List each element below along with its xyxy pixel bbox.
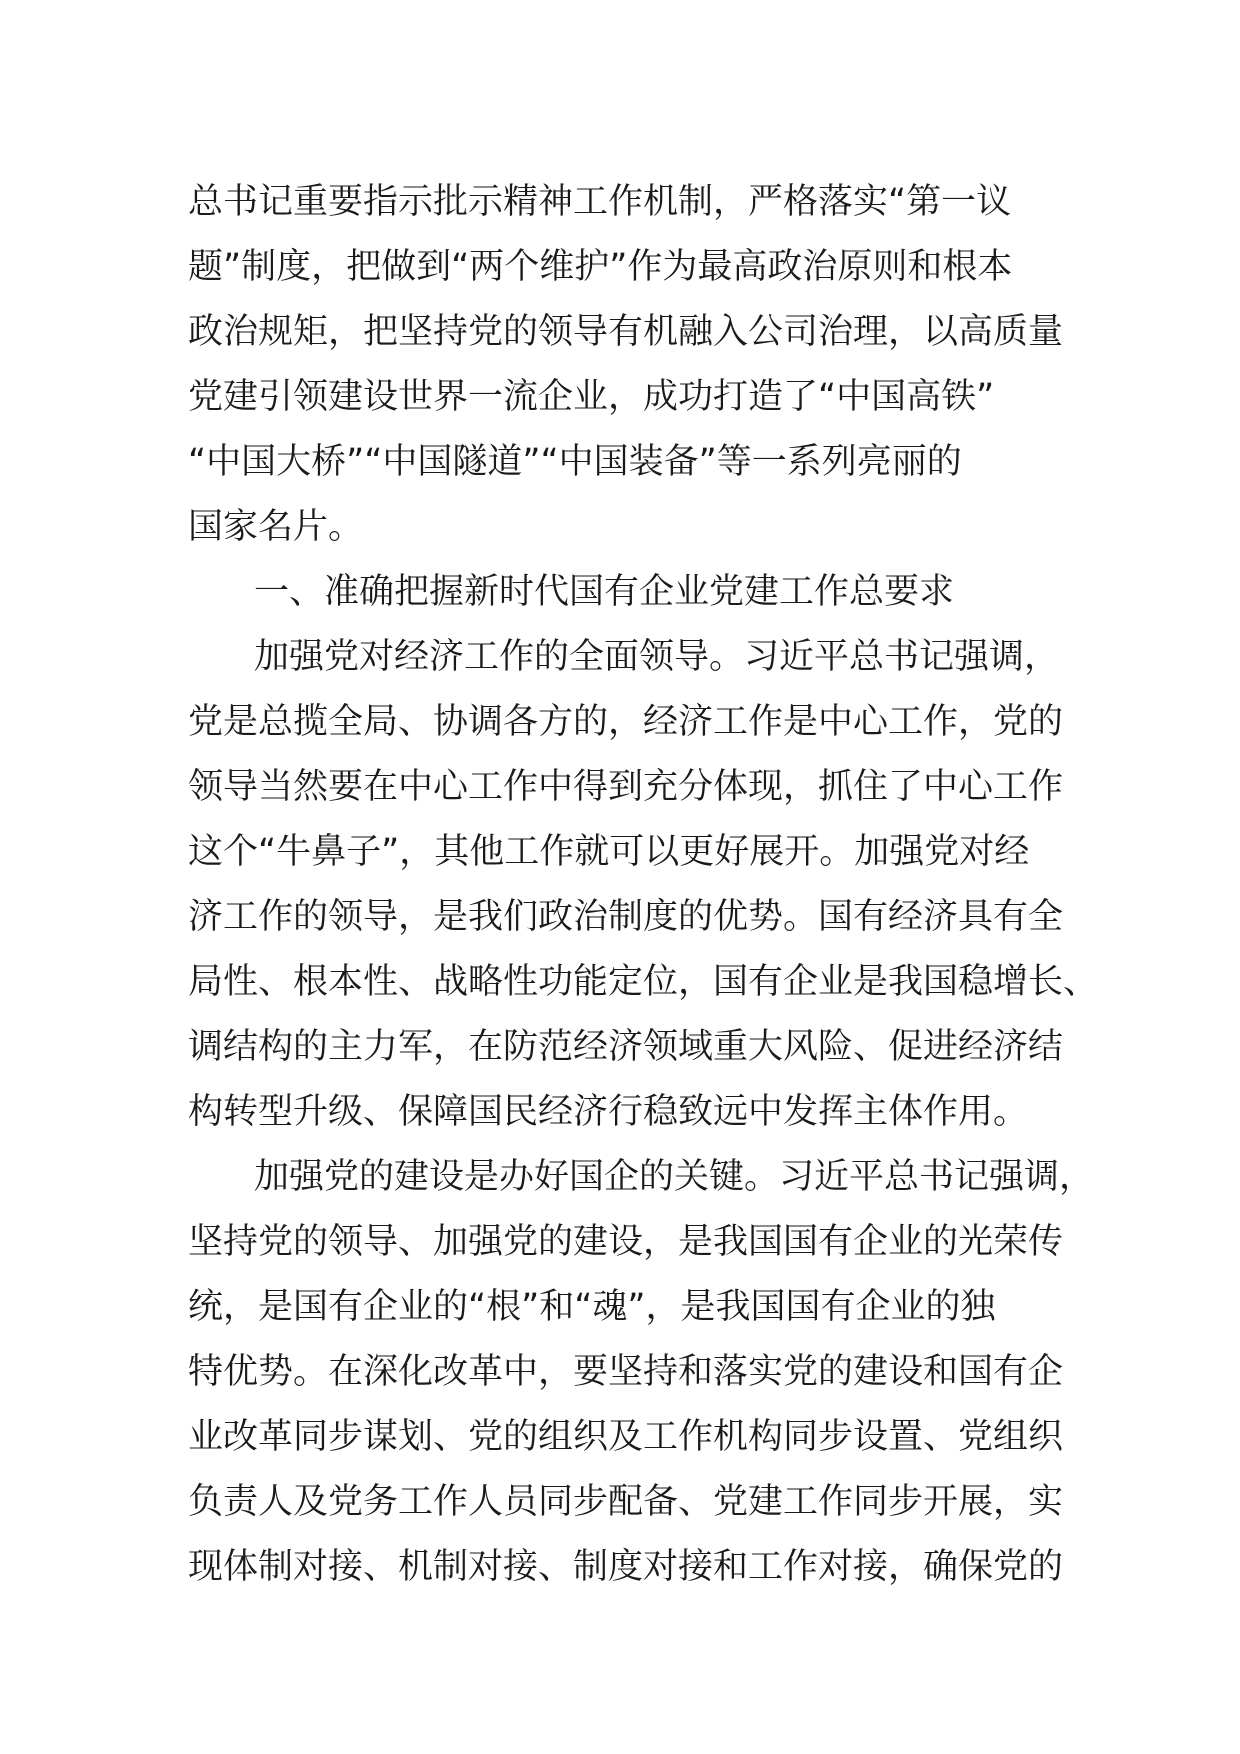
section-heading: 一、准确把握新时代国有企业党建工作总要求 (254, 572, 955, 612)
text-line: 负责人及党务工作人员同步配备、党建工作同步开展，实 (188, 1482, 1064, 1522)
text-line: 统，是国有企业的“根”和“魂”，是我国国有企业的独 (188, 1287, 996, 1327)
text-line: 现体制对接、机制对接、制度对接和工作对接，确保党的 (188, 1547, 1064, 1587)
paragraph-start: 加强党的建设是办好国企的关键。习近平总书记强调， (254, 1157, 1095, 1197)
text-line: 这个“牛鼻子”，其他工作就可以更好展开。加强党对经 (188, 832, 1030, 872)
text-line: 党是总揽全局、协调各方的，经济工作是中心工作，党的 (188, 702, 1064, 742)
text-line: 构转型升级、保障国民经济行稳致远中发挥主体作用。 (188, 1092, 1029, 1132)
text-line: 特优势。在深化改革中，要坚持和落实党的建设和国有企 (188, 1352, 1064, 1392)
text-line: 坚持党的领导、加强党的建设，是我国国有企业的光荣传 (188, 1222, 1064, 1262)
body-text (188, 170, 1099, 1600)
text-line: 政治规矩，把坚持党的领导有机融入公司治理，以高质量 (188, 312, 1064, 352)
text-line: “中国大桥”“中国隧道”“中国装备”等一系列亮丽的 (188, 442, 962, 482)
paragraph-start: 加强党对经济工作的全面领导。习近平总书记强调， (254, 637, 1060, 677)
text-line: 题”制度，把做到“两个维护”作为最高政治原则和根本 (188, 247, 1013, 287)
text-line: 领导当然要在中心工作中得到充分体现，抓住了中心工作 (188, 767, 1064, 807)
text-line: 党建引领建设世界一流企业，成功打造了“中国高铁” (188, 377, 995, 417)
text-line: 调结构的主力军，在防范经济领域重大风险、促进经济结 (188, 1027, 1064, 1067)
text-line: 业改革同步谋划、党的组织及工作机构同步设置、党组织 (188, 1417, 1064, 1457)
text-line: 局性、根本性、战略性功能定位，国有企业是我国稳增长、 (188, 962, 1099, 1002)
text-line: 济工作的领导，是我们政治制度的优势。国有经济具有全 (188, 897, 1064, 937)
text-line: 国家名片。 (188, 507, 364, 547)
text-line: 总书记重要指示批示精神工作机制，严格落实“第一议 (188, 182, 1012, 222)
